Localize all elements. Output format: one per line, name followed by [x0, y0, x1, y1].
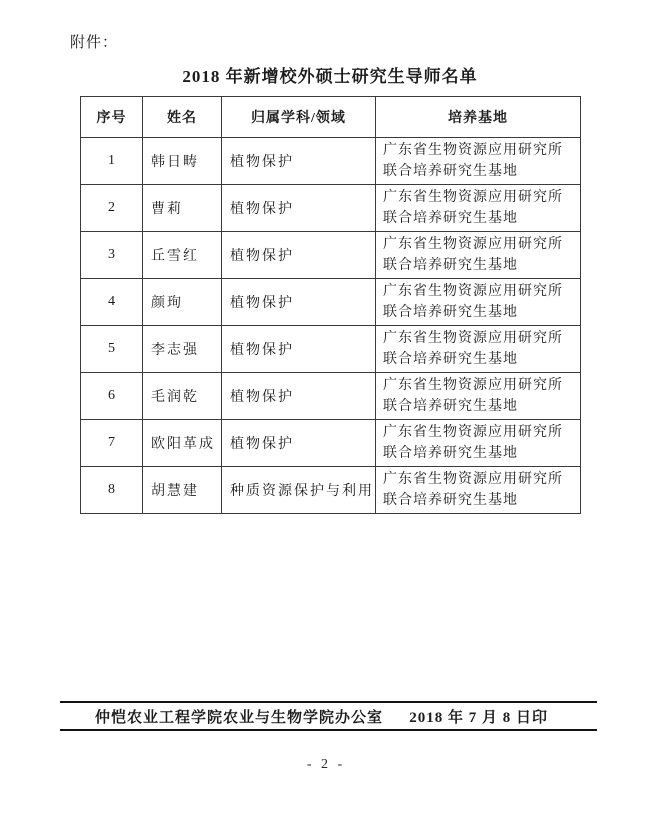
base-line: 联合培养研究生基地	[383, 352, 518, 367]
cell-index: 1	[81, 138, 143, 185]
table-row	[81, 326, 581, 373]
page-title: 2018 年新增校外硕士研究生导师名单	[182, 67, 478, 86]
cell-discipline: 植物保护	[222, 232, 376, 279]
cell-index: 2	[81, 185, 143, 232]
base-line: 联合培养研究生基地	[383, 446, 518, 461]
cell-discipline: 种质资源保护与利用	[222, 467, 376, 514]
base-line: 广东省生物资源应用研究所	[383, 143, 563, 158]
table-row	[81, 232, 581, 279]
cell-training-base	[376, 232, 581, 279]
table-row	[81, 279, 581, 326]
cell-discipline: 植物保护	[222, 138, 376, 185]
cell-index: 7	[81, 420, 143, 467]
supervisors-table	[80, 96, 581, 514]
table-body	[81, 138, 581, 514]
header-name: 姓名	[143, 97, 222, 138]
base-line: 广东省生物资源应用研究所	[383, 331, 563, 346]
cell-index: 5	[81, 326, 143, 373]
cell-index: 3	[81, 232, 143, 279]
cell-discipline: 植物保护	[222, 185, 376, 232]
base-line: 联合培养研究生基地	[383, 164, 518, 179]
page-number: - 2 -	[306, 757, 346, 772]
cell-name: 欧阳革成	[143, 420, 222, 467]
attachment-label: 附件：	[70, 35, 119, 51]
cell-training-base	[376, 373, 581, 420]
cell-training-base	[376, 279, 581, 326]
cell-training-base	[376, 326, 581, 373]
cell-name: 颜珣	[143, 279, 222, 326]
header-row	[81, 97, 581, 138]
cell-name: 李志强	[143, 326, 222, 373]
base-line: 广东省生物资源应用研究所	[383, 472, 563, 487]
header-discipline: 归属学科/领域	[222, 97, 376, 138]
table-row	[81, 467, 581, 514]
footer-print-date: 2018 年 7 月 8 日印	[409, 709, 548, 726]
cell-index: 4	[81, 279, 143, 326]
base-line: 广东省生物资源应用研究所	[383, 425, 563, 440]
base-line: 广东省生物资源应用研究所	[383, 237, 563, 252]
header-index: 序号	[81, 97, 143, 138]
table-header	[81, 97, 581, 138]
cell-training-base	[376, 185, 581, 232]
cell-discipline: 植物保护	[222, 373, 376, 420]
cell-training-base	[376, 138, 581, 185]
footer-office-name: 仲恺农业工程学院农业与生物学院办公室	[95, 709, 384, 726]
cell-name: 胡慧建	[143, 467, 222, 514]
cell-training-base	[376, 420, 581, 467]
base-line: 联合培养研究生基地	[383, 399, 518, 414]
cell-name: 曹莉	[143, 185, 222, 232]
base-line: 广东省生物资源应用研究所	[383, 378, 563, 393]
cell-discipline: 植物保护	[222, 279, 376, 326]
base-line: 联合培养研究生基地	[383, 493, 518, 508]
footer-band	[60, 701, 597, 731]
cell-training-base	[376, 467, 581, 514]
base-line: 联合培养研究生基地	[383, 211, 518, 226]
cell-index: 6	[81, 373, 143, 420]
header-base: 培养基地	[376, 97, 581, 138]
table-row	[81, 185, 581, 232]
cell-name: 丘雪红	[143, 232, 222, 279]
cell-discipline: 植物保护	[222, 326, 376, 373]
cell-name: 毛润乾	[143, 373, 222, 420]
base-line: 广东省生物资源应用研究所	[383, 190, 563, 205]
cell-index: 8	[81, 467, 143, 514]
table-row	[81, 138, 581, 185]
table-row	[81, 420, 581, 467]
cell-name: 韩日畴	[143, 138, 222, 185]
table-row	[81, 373, 581, 420]
base-line: 广东省生物资源应用研究所	[383, 284, 563, 299]
base-line: 联合培养研究生基地	[383, 258, 518, 273]
base-line: 联合培养研究生基地	[383, 305, 518, 320]
cell-discipline: 植物保护	[222, 420, 376, 467]
